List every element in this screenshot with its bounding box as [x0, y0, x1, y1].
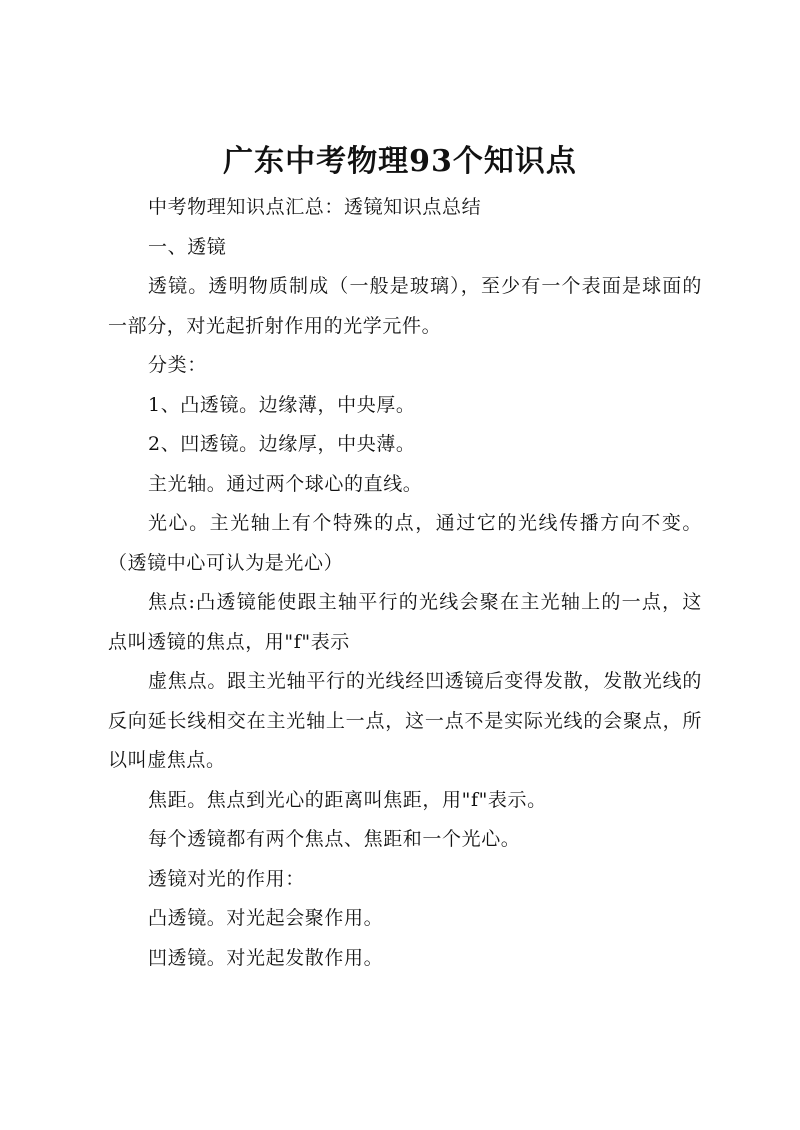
paragraph-lens-definition: 透镜。透明物质制成（一般是玻璃），至少有一个表面是球面的一部分，对光起折射作用的光学元件。 — [108, 275, 702, 337]
paragraph-concave-lens: 2、凹透镜。边缘厚，中央薄。 — [148, 433, 416, 455]
paragraph-virtual-focus: 虚焦点。跟主光轴平行的光线经凹透镜后变得发散，发散光线的反向延长线相交在主光轴上一点，这一点不是实际光线的会聚点，所以叫虚焦点。 — [108, 670, 702, 771]
paragraph-focus: 焦点:凸透镜能使跟主轴平行的光线会聚在主光轴上的一点，这点叫透镜的焦点，用"f"表示 — [108, 591, 702, 653]
paragraph-convex-effect: 凸透镜。对光起会聚作用。 — [148, 907, 384, 929]
paragraph-principal-axis: 主光轴。通过两个球心的直线。 — [148, 472, 423, 495]
paragraph-optical-center: 光心。主光轴上有个特殊的点，通过它的光线传播方向不变。（透镜中心可认为是光心） — [108, 512, 702, 574]
paragraph-lens-elements: 每个透镜都有两个焦点、焦距和一个光心。 — [148, 828, 521, 850]
paragraph-focal-length: 焦距。焦点到光心的距离叫焦距，用"f"表示。 — [148, 788, 547, 811]
document-title: 广东中考物理93个知识点 — [223, 144, 577, 179]
paragraph-summary-heading: 中考物理知识点汇总：透镜知识点总结 — [148, 196, 482, 218]
paragraph-section-lens: 一、透镜 — [148, 235, 227, 258]
paragraph-concave-effect: 凹透镜。对光起发散作用。 — [148, 946, 384, 969]
paragraph-convex-lens: 1、凸透镜。边缘薄，中央厚。 — [148, 393, 416, 416]
paragraph-lens-effect-heading: 透镜对光的作用： — [148, 867, 305, 890]
paragraph-classification: 分类： — [148, 354, 207, 376]
document-body — [108, 188, 702, 978]
